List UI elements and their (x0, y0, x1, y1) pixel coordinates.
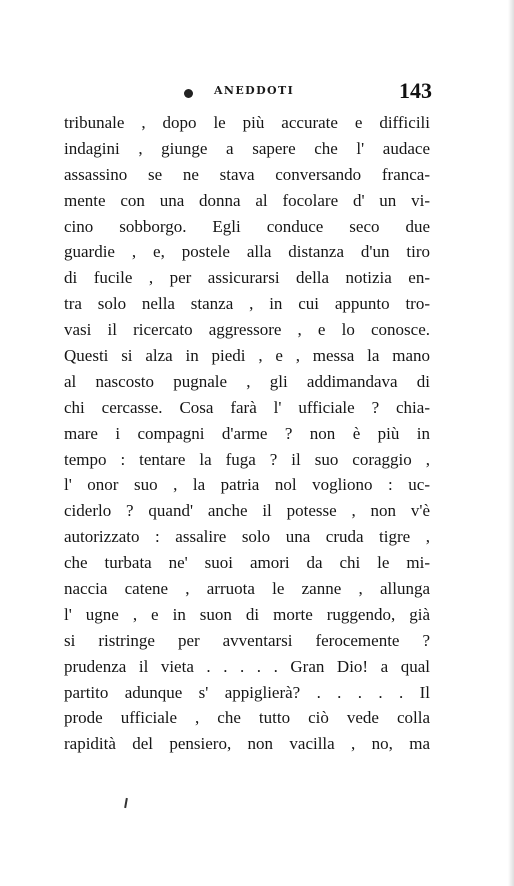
bullet-ornament-icon (184, 89, 193, 98)
text-line: rapidità del pensiero, non vacilla , no, ma (64, 734, 430, 754)
ink-speck (124, 798, 128, 808)
text-line: vasi il ricercato aggressore , e lo conosce. (64, 320, 430, 340)
text-line: indagini , giunge a sapere che l' audace (64, 138, 430, 158)
text-line: naccia catene , arruota le zanne , allunga (64, 579, 430, 599)
text-line: autorizzato : assalire solo una cruda tigre , (64, 527, 430, 547)
text-line: guardie , e, postele alla distanza d'un tiro (64, 242, 430, 262)
text-line: chi cercasse. Cosa farà l' ufficiale ? chia- (64, 397, 430, 417)
text-line: si ristringe per avventarsi ferocemente ? (64, 630, 430, 650)
text-line: l' ugne , e in suon di morte ruggendo, già (64, 604, 430, 624)
body-text (64, 110, 430, 757)
text-line: al nascosto pugnale , gli addimandava di (64, 371, 430, 391)
text-line: prudenza il vieta . . . . . Gran Dio! a qual (64, 656, 430, 676)
text-line: tribunale , dopo le più accurate e difficili (64, 113, 430, 132)
text-line: tra solo nella stanza , in cui appunto tro- (64, 294, 430, 314)
text-line: prode ufficiale , che tutto ciò vede colla (64, 708, 430, 728)
page-edge-shadow (508, 0, 514, 886)
text-line: Questi si alza in piedi , e , messa la mano (64, 346, 430, 366)
page-header (64, 80, 432, 110)
text-line: mare i compagni d'arme ? non è più in (64, 423, 430, 443)
text-line: mente con una donna al focolare d' un vi- (64, 190, 430, 210)
text-line: partito adunque s' appiglierà? . . . . . Il (64, 682, 430, 702)
text-line: assassino se ne stava conversando franca- (64, 164, 430, 184)
text-line: di fucile , per assicurarsi della notizia en- (64, 268, 430, 288)
text-line: ciderlo ? quand' anche il potesse , non v'è (64, 501, 430, 521)
page-number: 143 (399, 78, 432, 103)
text-line: l' onor suo , la patria nol vogliono : uc- (64, 475, 430, 495)
text-line: cino sobborgo. Egli conduce seco due (64, 216, 430, 236)
text-line: tempo : tentare la fuga ? il suo coraggio , (64, 449, 430, 469)
text-line: che turbata ne' suoi amori da chi le mi- (64, 553, 430, 573)
running-head: ANEDDOTI (214, 84, 295, 97)
